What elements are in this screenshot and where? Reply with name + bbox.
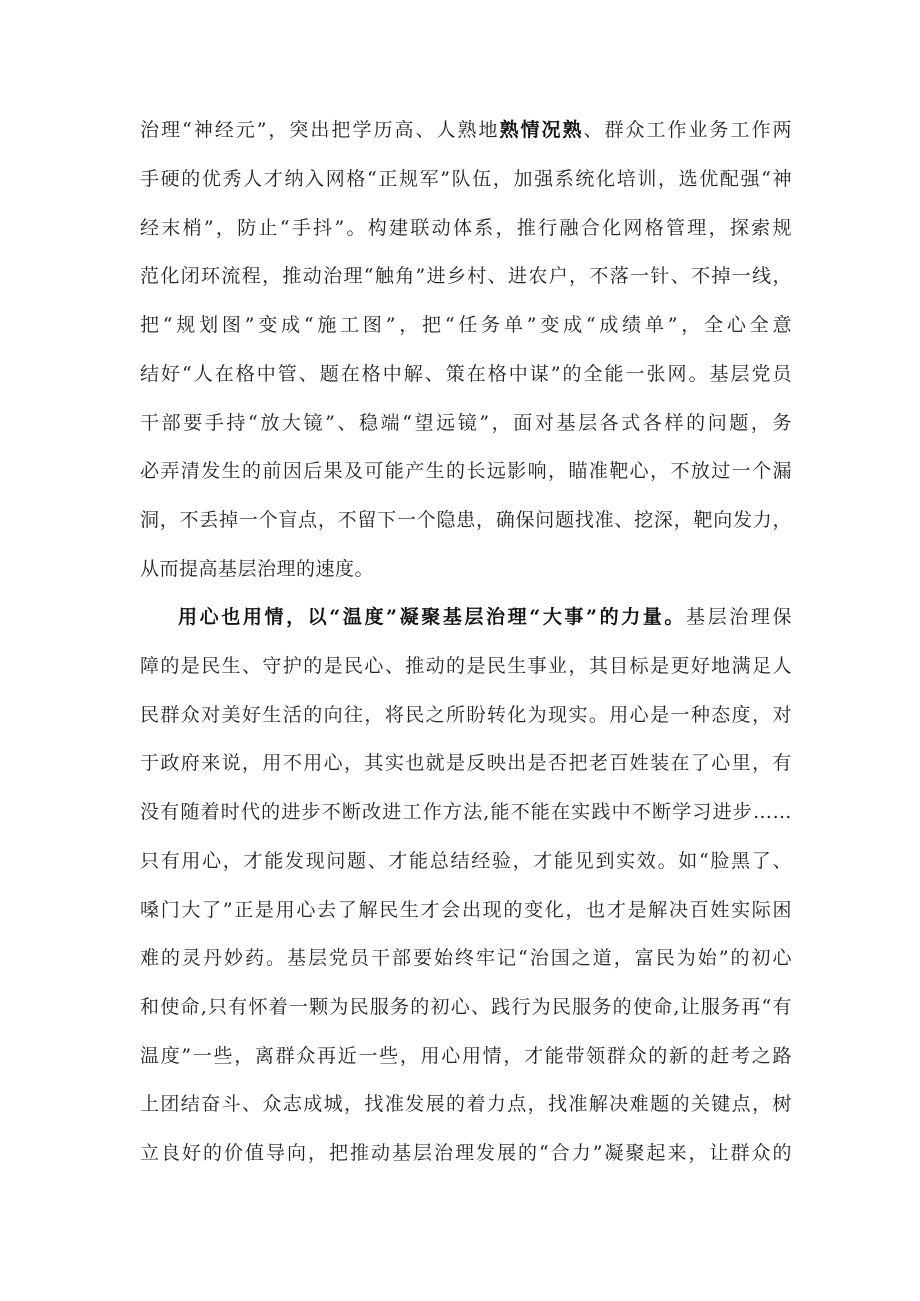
text-line-20: 温度”一些，离群众再近一些，用心用情，才能带领群众的新的赶考之路	[140, 1045, 792, 1067]
bold-phrase: 熟情况熟	[499, 119, 584, 141]
text-line-14: 于政府来说，用不用心，其实也就是反映出是否把老百姓装在了心里，有	[140, 752, 792, 774]
text-line-8: 必弄清发生的前因后果及可能产生的长远影响，瞄准靶心，不放过一个漏	[140, 460, 792, 482]
text-line-3: 经末梢”，防止“手抖”。构建联动体系，推行融合化网格管理，探索规	[140, 217, 792, 239]
paragraph-heading: 用心也用情，以“温度”凝聚基层治理“大事”的力量。	[178, 606, 687, 628]
text-line-4: 范化闭环流程，推动治理“触角”进乡村、进农户，不落一针、不掉一线，	[140, 265, 792, 287]
text-line-6: 结好“人在格中管、题在格中解、策在格中谋”的全能一张网。基层党员	[140, 363, 792, 385]
text-line-9: 洞，不丢掉一个盲点，不留下一个隐患，确保问题找准、挖深，靶向发力，	[140, 509, 792, 531]
text-line-15: 没有随着时代的进步不断改进工作方法,能不能在实践中不断学习进步……	[140, 801, 792, 823]
text-line-2: 手硬的优秀人才纳入网格“正规军”队伍，加强系统化培训，选优配强“神	[140, 168, 792, 190]
text-line-13: 民群众对美好生活的向往，将民之所盼转化为现实。用心是一种态度，对	[140, 704, 792, 726]
text-line-21: 上团结奋斗、众志成城，找准发展的着力点，找准解决难题的关键点，树	[140, 1093, 792, 1115]
text-line-12: 障的是民生、守护的是民心、推动的是民生事业，其目标是更好地满足人	[140, 655, 792, 677]
text-line-10: 从而提高基层治理的速度。	[140, 558, 375, 580]
text-line-1	[140, 115, 792, 145]
text-line-22: 立良好的价值导向，把推动基层治理发展的“合力”凝聚起来，让群众的	[140, 1142, 792, 1164]
text-segment: 、群众工作业务工作两	[583, 119, 792, 141]
text-segment: 基层治理保	[686, 606, 792, 628]
text-line-19: 和使命,只有怀着一颗为民服务的初心、践行为民服务的使命,让服务再“有	[140, 996, 792, 1018]
text-line-7: 干部要手持“放大镜”、稳端“望远镜”，面对基层各式各样的问题，务	[140, 412, 792, 434]
text-line-5: 把“规划图”变成“施工图”，把“任务单”变成“成绩单”，全心全意	[140, 314, 792, 336]
text-line-18: 难的灵丹妙药。基层党员干部要始终牢记“治国之道，富民为始”的初心	[140, 947, 792, 969]
paragraph-heading-line	[178, 602, 792, 632]
text-line-16: 只有用心，才能发现问题、才能总结经验，才能见到实效。如“脸黑了、	[140, 850, 792, 872]
text-segment: 治理“神经元”，突出把学历高、人熟地	[140, 119, 500, 141]
text-line-17: 嗓门大了”正是用心去了解民生才会出现的变化，也才是解决百姓实际困	[140, 899, 792, 921]
